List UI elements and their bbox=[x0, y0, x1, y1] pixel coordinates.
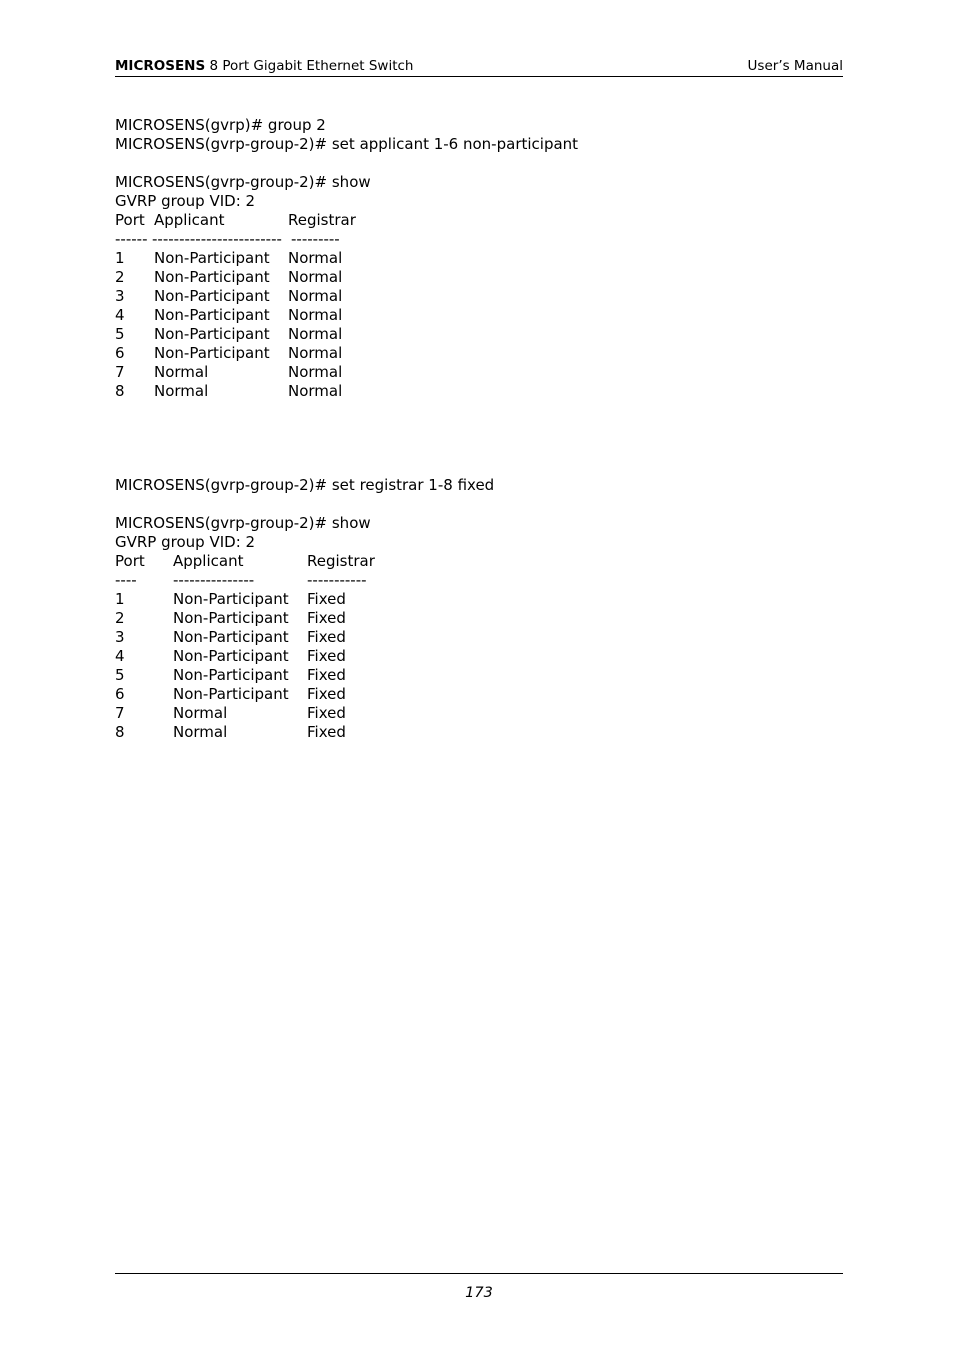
table-header bbox=[115, 211, 371, 230]
applicant-cell: Non-Participant bbox=[154, 325, 270, 343]
command-line: MICROSENS(gvrp-group-2)# set registrar 1-8 fixed bbox=[115, 476, 495, 494]
applicant-cell: Non-Participant bbox=[154, 344, 270, 362]
page-header bbox=[115, 56, 843, 76]
applicant-cell: Non-Participant bbox=[173, 590, 289, 608]
vid-line: GVRP group VID: 2 bbox=[115, 533, 256, 551]
table-row bbox=[115, 704, 371, 723]
column-header-port: Port bbox=[115, 211, 145, 229]
applicant-cell: Non-Participant bbox=[173, 647, 289, 665]
table-row bbox=[115, 685, 371, 704]
footer-divider bbox=[115, 1273, 843, 1274]
table-row bbox=[115, 268, 371, 287]
applicant-cell: Non-Participant bbox=[154, 306, 270, 324]
port-cell: 6 bbox=[115, 344, 125, 362]
port-cell: 8 bbox=[115, 723, 125, 741]
applicant-cell: Normal bbox=[154, 363, 209, 381]
port-cell: 5 bbox=[115, 666, 125, 684]
registrar-cell: Normal bbox=[288, 249, 343, 267]
registrar-cell: Fixed bbox=[307, 590, 346, 608]
applicant-cell: Non-Participant bbox=[173, 628, 289, 646]
registrar-cell: Normal bbox=[288, 287, 343, 305]
separator-applicant: --------------- bbox=[173, 571, 255, 589]
section2-show-output bbox=[115, 514, 375, 742]
section2-commands bbox=[115, 476, 494, 495]
table-row bbox=[115, 325, 371, 344]
separator-registrar: ----------- bbox=[307, 571, 367, 589]
table-header bbox=[115, 552, 375, 571]
registrar-cell: Normal bbox=[288, 382, 343, 400]
table-body bbox=[115, 590, 371, 742]
applicant-cell: Non-Participant bbox=[154, 249, 270, 267]
table-separator bbox=[115, 230, 371, 249]
table-row bbox=[115, 287, 371, 306]
table-row bbox=[115, 723, 371, 742]
table-row bbox=[115, 306, 371, 325]
registrar-cell: Normal bbox=[288, 325, 343, 343]
port-cell: 4 bbox=[115, 647, 125, 665]
applicant-cell: Non-Participant bbox=[173, 609, 289, 627]
port-cell: 1 bbox=[115, 590, 125, 608]
separator-port: ------ bbox=[115, 230, 148, 248]
section1-commands bbox=[115, 116, 578, 154]
registrar-cell: Fixed bbox=[307, 628, 346, 646]
port-cell: 4 bbox=[115, 306, 125, 324]
table-row bbox=[115, 628, 371, 647]
header-manual-label: User’s Manual bbox=[747, 58, 843, 74]
table-row bbox=[115, 249, 371, 268]
table-row bbox=[115, 590, 371, 609]
header-brand: MICROSENS bbox=[115, 58, 206, 74]
applicant-cell: Non-Participant bbox=[173, 685, 289, 703]
table-row bbox=[115, 647, 371, 666]
port-cell: 7 bbox=[115, 704, 125, 722]
port-cell: 7 bbox=[115, 363, 125, 381]
column-header-applicant: Applicant bbox=[173, 552, 244, 570]
command-line: MICROSENS(gvrp)# group 2 bbox=[115, 116, 326, 134]
registrar-cell: Normal bbox=[288, 344, 343, 362]
registrar-cell: Fixed bbox=[307, 666, 346, 684]
applicant-cell: Normal bbox=[154, 382, 209, 400]
table-body bbox=[115, 249, 371, 401]
port-cell: 2 bbox=[115, 268, 125, 286]
command-line: MICROSENS(gvrp-group-2)# set applicant 1-6 non-participant bbox=[115, 135, 579, 153]
port-cell: 3 bbox=[115, 287, 125, 305]
table-row bbox=[115, 666, 371, 685]
show-command: MICROSENS(gvrp-group-2)# show bbox=[115, 514, 371, 532]
separator-registrar: --------- bbox=[291, 230, 340, 248]
port-cell: 8 bbox=[115, 382, 125, 400]
table-row bbox=[115, 609, 371, 628]
table-row bbox=[115, 363, 371, 382]
applicant-cell: Non-Participant bbox=[154, 287, 270, 305]
port-cell: 6 bbox=[115, 685, 125, 703]
registrar-cell: Normal bbox=[288, 306, 343, 324]
registrar-cell: Fixed bbox=[307, 609, 346, 627]
show-command: MICROSENS(gvrp-group-2)# show bbox=[115, 173, 371, 191]
registrar-cell: Fixed bbox=[307, 647, 346, 665]
applicant-cell: Normal bbox=[173, 704, 228, 722]
applicant-cell: Normal bbox=[173, 723, 228, 741]
table-separator bbox=[115, 571, 371, 590]
separator-applicant: ------------------------ bbox=[152, 230, 282, 248]
table-row bbox=[115, 382, 371, 401]
page-number: 173 bbox=[465, 1285, 493, 1301]
registrar-cell: Normal bbox=[288, 268, 343, 286]
registrar-cell: Fixed bbox=[307, 704, 346, 722]
column-header-applicant: Applicant bbox=[154, 211, 225, 229]
column-header-registrar: Registrar bbox=[288, 211, 356, 229]
port-cell: 1 bbox=[115, 249, 125, 267]
table-row bbox=[115, 344, 371, 363]
vid-line: GVRP group VID: 2 bbox=[115, 192, 256, 210]
header-title: 8 Port Gigabit Ethernet Switch bbox=[205, 58, 414, 74]
header-divider bbox=[115, 76, 843, 77]
column-header-port: Port bbox=[115, 552, 145, 570]
column-header-registrar: Registrar bbox=[307, 552, 375, 570]
separator-port: ---- bbox=[115, 571, 137, 589]
registrar-cell: Fixed bbox=[307, 685, 346, 703]
registrar-cell: Fixed bbox=[307, 723, 346, 741]
port-cell: 2 bbox=[115, 609, 125, 627]
port-cell: 5 bbox=[115, 325, 125, 343]
registrar-cell: Normal bbox=[288, 363, 343, 381]
section1-show-output bbox=[115, 173, 371, 401]
applicant-cell: Non-Participant bbox=[173, 666, 289, 684]
applicant-cell: Non-Participant bbox=[154, 268, 270, 286]
port-cell: 3 bbox=[115, 628, 125, 646]
